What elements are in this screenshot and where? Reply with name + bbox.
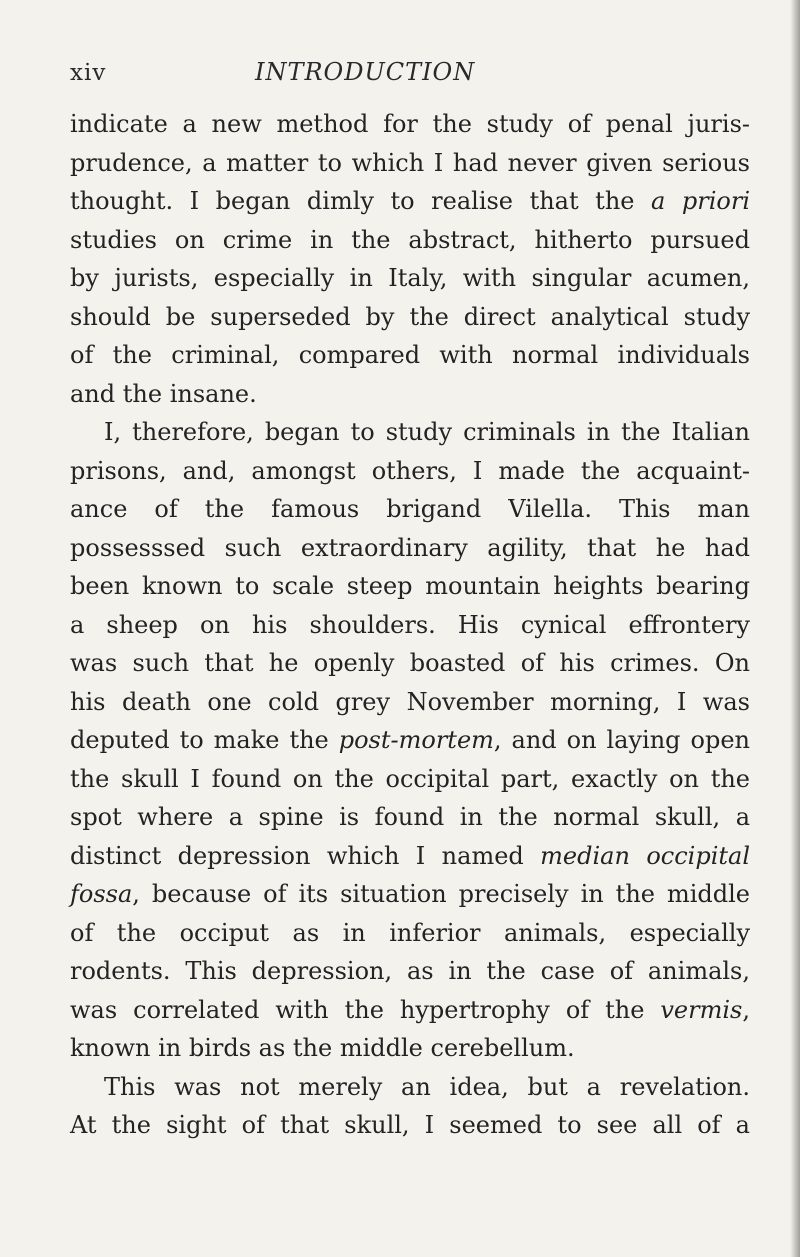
- text-line: known in birds as the middle cerebellum.: [70, 1034, 575, 1062]
- text-line: ance of the famous brigand Vilella. This man: [70, 495, 750, 523]
- italic-text: a priori: [651, 187, 750, 215]
- text-line: by jurists, especially in Italy, with singular acumen,: [70, 264, 750, 292]
- text-line: and the insane.: [70, 379, 257, 408]
- text-line: [70, 991, 750, 1030]
- text-line: the skull I found on the occipital part, exactly on the: [70, 764, 750, 793]
- line-text: , because of its situation precisely in the middle: [132, 880, 750, 908]
- italic-text: fossa: [70, 880, 133, 908]
- line-text: ,: [742, 995, 750, 1024]
- text-line: [70, 875, 750, 914]
- page-edge-shadow: [790, 0, 800, 1257]
- text-line: of the occiput as in inferior animals, especially: [70, 918, 750, 947]
- text-line: At the sight of that skull, I seemed to see all of a: [70, 1111, 750, 1139]
- text-line: This was not merely an idea, but a revelation.: [104, 1072, 750, 1101]
- text-line: been known to scale steep mountain heights bearing: [70, 572, 750, 600]
- page-number: xiv: [70, 60, 107, 86]
- text-line: indicate a new method for the study of penal juris-: [70, 110, 750, 138]
- body-text: [70, 105, 750, 1145]
- text-line: should be superseded by the direct analytical study: [70, 302, 750, 331]
- text-line: of the criminal, compared with normal individuals: [70, 341, 750, 369]
- text-line: [70, 837, 750, 876]
- text-line: was such that he openly boasted of his crimes. On: [70, 649, 750, 677]
- line-text: distinct depression which I named: [70, 841, 541, 870]
- text-line: prudence, a matter to which I had never given serious: [70, 148, 750, 177]
- line-text: deputed to make the: [70, 726, 339, 754]
- text-line: his death one cold grey November morning, I was: [70, 687, 750, 716]
- running-head: INTRODUCTION: [255, 58, 476, 86]
- line-text: thought. I began dimly to realise that the: [70, 187, 652, 215]
- text-line: I, therefore, began to study criminals in the Italian: [104, 418, 750, 446]
- italic-text: vermis: [660, 995, 743, 1024]
- line-text: was correlated with the hypertrophy of the: [70, 995, 661, 1024]
- text-line: [70, 182, 750, 221]
- text-line: studies on crime in the abstract, hitherto pursued: [70, 225, 750, 254]
- italic-text: post-mortem: [338, 726, 494, 754]
- text-line: prisons, and, amongst others, I made the acquaint-: [70, 456, 750, 485]
- line-text: , and on laying open: [493, 726, 750, 754]
- text-line: a sheep on his shoulders. His cynical effrontery: [70, 610, 750, 639]
- italic-text: median occipital: [540, 841, 750, 870]
- text-line: [70, 721, 750, 760]
- text-line: possesssed such extraordinary agility, that he had: [70, 533, 750, 562]
- text-line: rodents. This depression, as in the case of animals,: [70, 957, 750, 985]
- text-line: spot where a spine is found in the normal skull, a: [70, 803, 750, 831]
